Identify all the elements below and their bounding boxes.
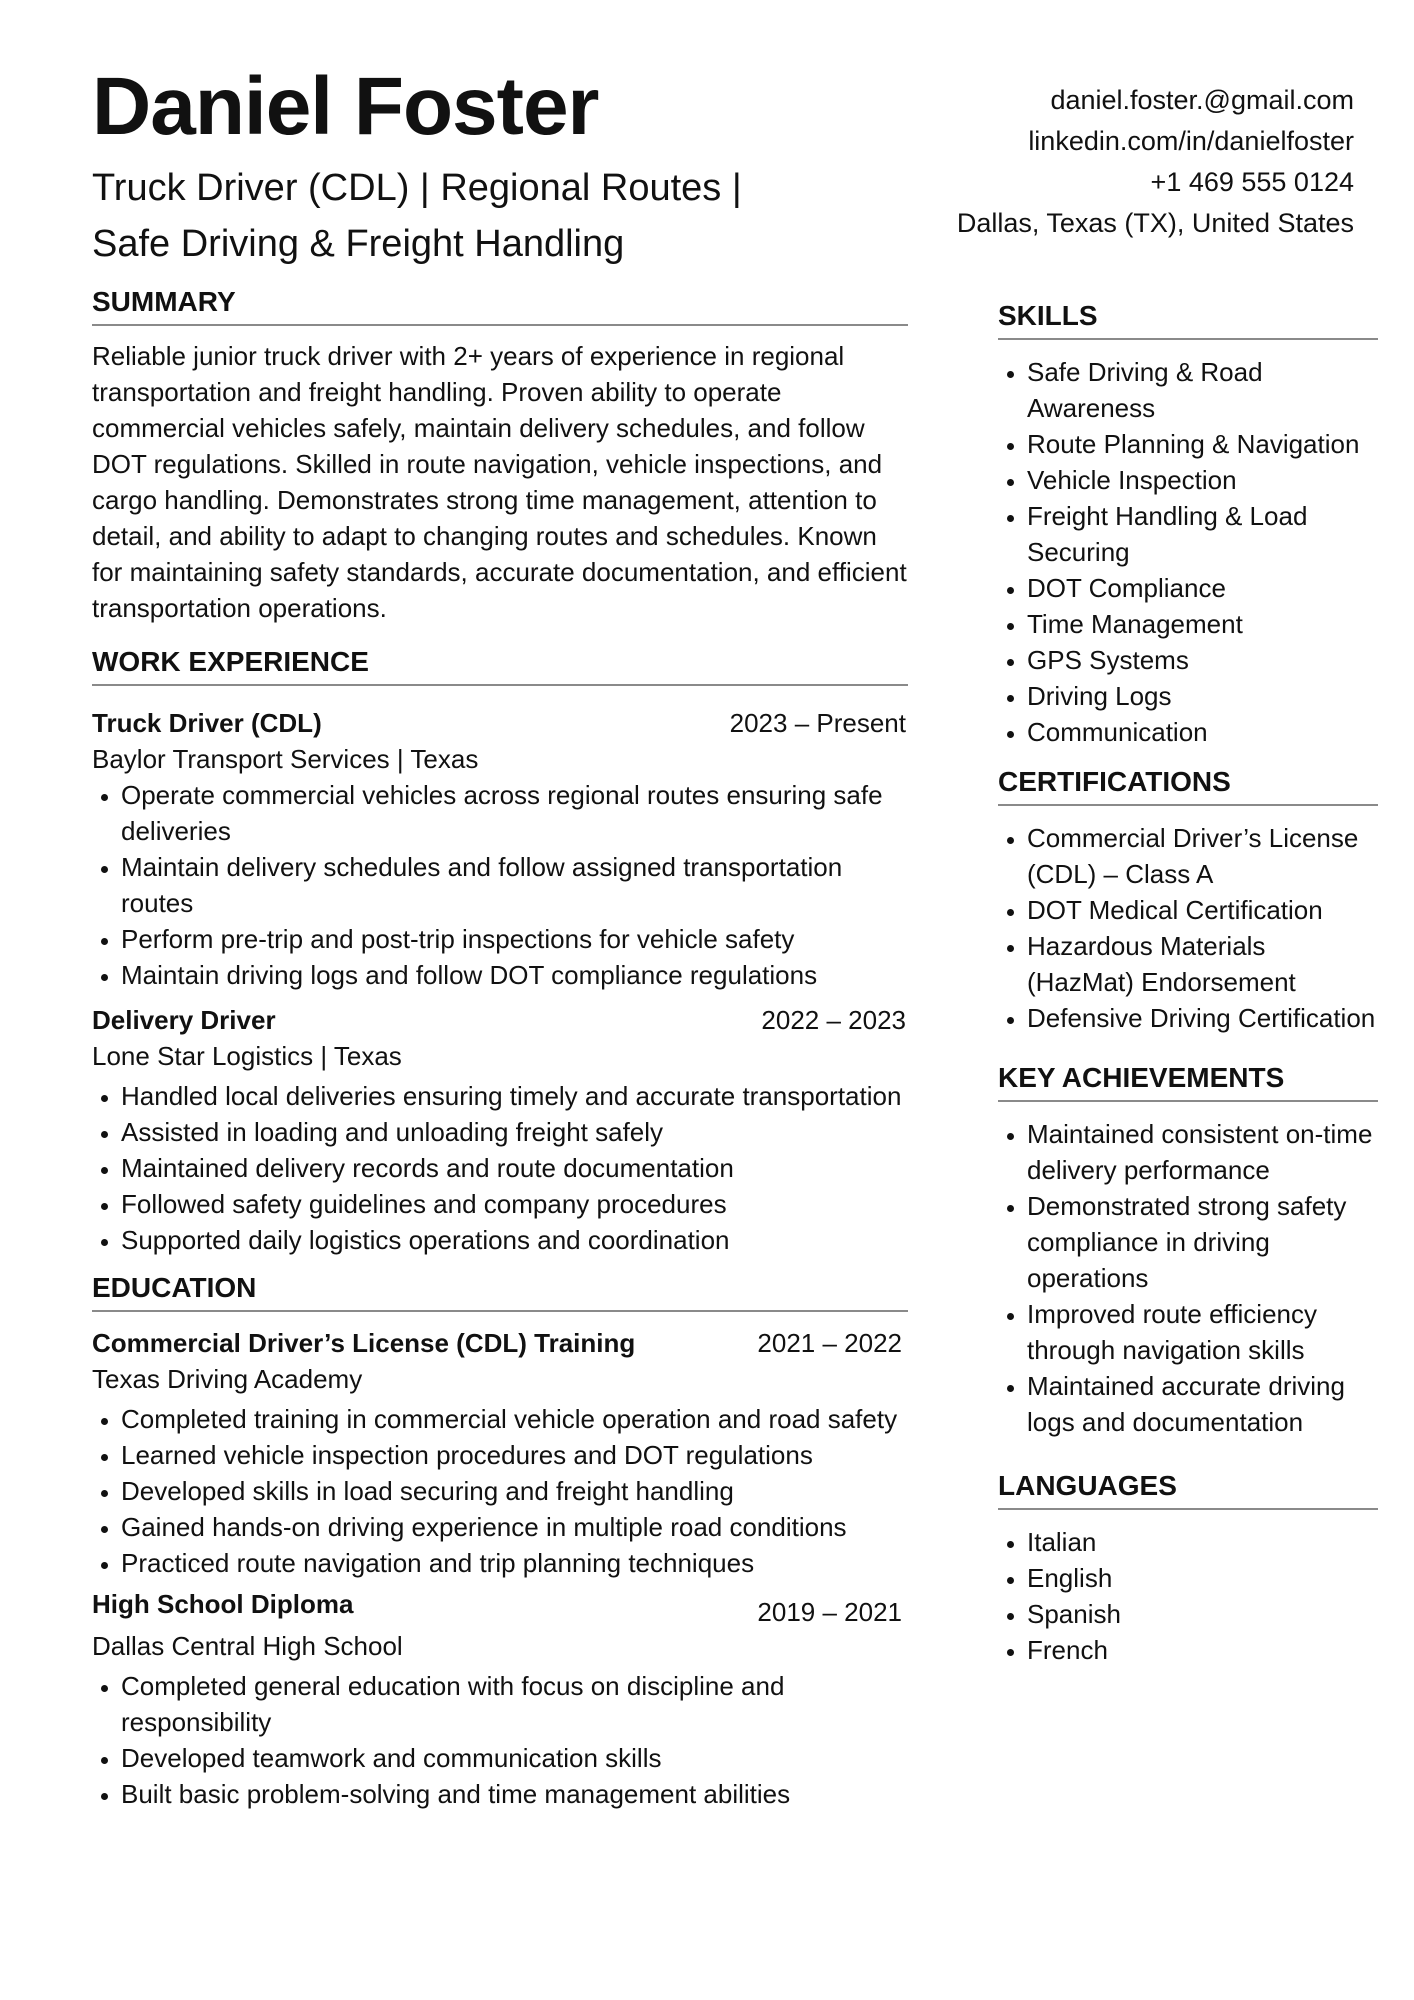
certifications-list xyxy=(998,820,1378,1036)
list-item: • Learned vehicle inspection procedures and DOT regulations xyxy=(121,1437,908,1473)
education-header xyxy=(92,1328,908,1359)
contact-location: Dallas, Texas (TX), United States xyxy=(956,208,1354,238)
list-item: • Practiced route navigation and trip planning techniques xyxy=(121,1545,908,1581)
list-item: • Improved route efficiency through navigation skills xyxy=(1027,1296,1378,1368)
list-item: • Spanish xyxy=(1027,1596,1378,1632)
list-item: • Freight Handling & Load Securing xyxy=(1027,498,1378,570)
sidebar-column xyxy=(998,300,1378,1668)
list-item: • Maintain delivery schedules and follow assigned transportation routes xyxy=(121,849,908,921)
skills-heading: SKILLS xyxy=(998,300,1378,340)
summary-text: Reliable junior truck driver with 2+ years of experience in regional transportation and freight handling. Proven ability to operate commercial vehicles safely, maintain delivery schedules, and follow DOT regulations. Skilled in route navigation, vehicle inspections, and cargo handling. Demonstrates strong time management, attention to detail, and ability to adapt to changing routes and schedules. Known for maintaining safety standards, accurate documentation, and efficient transportation operations. xyxy=(92,341,907,623)
education-school: Dallas Central High School xyxy=(92,1631,403,1661)
headline-line-1: Truck Driver (CDL) | Regional Routes | xyxy=(92,167,742,209)
list-item: • Italian xyxy=(1027,1524,1378,1560)
list-item: • Time Management xyxy=(1027,606,1378,642)
contact-block xyxy=(957,80,1354,244)
list-item: • French xyxy=(1027,1632,1378,1668)
list-item: • Communication xyxy=(1027,714,1378,750)
education-header xyxy=(92,1589,908,1628)
job-entry xyxy=(92,1005,908,1258)
list-item: • Operate commercial vehicles across regional routes ensuring safe deliveries xyxy=(121,777,908,849)
education-school: Texas Driving Academy xyxy=(92,1364,363,1394)
job-bullets xyxy=(92,1078,908,1258)
job-employer: Lone Star Logistics | Texas xyxy=(92,1041,402,1071)
skills-list xyxy=(998,354,1378,750)
list-item: • Developed teamwork and communication skills xyxy=(121,1740,908,1776)
list-item: • Maintain driving logs and follow DOT compliance regulations xyxy=(121,957,908,993)
list-item: • Commercial Driver’s License (CDL) – Class A xyxy=(1027,820,1378,892)
list-item: • Completed general education with focus on discipline and responsibility xyxy=(121,1668,908,1740)
experience-heading: WORK EXPERIENCE xyxy=(92,646,908,686)
job-dates: 2022 – 2023 xyxy=(761,1005,906,1035)
list-item: • Perform pre-trip and post-trip inspections for vehicle safety xyxy=(121,921,908,957)
certifications-heading: CERTIFICATIONS xyxy=(998,766,1378,806)
languages-section xyxy=(998,1470,1378,1668)
job-header xyxy=(92,1005,908,1036)
list-item: • Followed safety guidelines and company procedures xyxy=(121,1186,908,1222)
summary-section xyxy=(92,286,908,626)
list-item: • Vehicle Inspection xyxy=(1027,462,1378,498)
contact-phone: +1 469 555 0124 xyxy=(1150,167,1354,197)
education-bullets xyxy=(92,1401,908,1581)
education-dates: 2021 – 2022 xyxy=(757,1328,902,1358)
list-item: • Assisted in loading and unloading freight safely xyxy=(121,1114,908,1150)
list-item: • Safe Driving & Road Awareness xyxy=(1027,354,1378,426)
skills-section xyxy=(998,300,1378,750)
languages-heading: LANGUAGES xyxy=(998,1470,1378,1510)
list-item: • Completed training in commercial vehicle operation and road safety xyxy=(121,1401,908,1437)
main-column xyxy=(92,286,908,1812)
list-item: • English xyxy=(1027,1560,1378,1596)
languages-list xyxy=(998,1524,1378,1668)
job-title: Delivery Driver xyxy=(92,1005,276,1035)
job-employer: Baylor Transport Services | Texas xyxy=(92,744,479,774)
job-entry xyxy=(92,708,908,993)
education-entry xyxy=(92,1328,908,1581)
list-item: • Supported daily logistics operations and coordination xyxy=(121,1222,908,1258)
education-dates: 2019 – 2021 xyxy=(757,1597,902,1627)
list-item: • Developed skills in load securing and freight handling xyxy=(121,1473,908,1509)
headline xyxy=(92,160,852,272)
achievements-section xyxy=(998,1062,1378,1440)
education-section xyxy=(92,1272,908,1812)
education-title: High School Diploma xyxy=(92,1589,354,1619)
list-item: • Hazardous Materials (HazMat) Endorsement xyxy=(1027,928,1378,1000)
job-dates: 2023 – Present xyxy=(729,708,906,738)
achievements-list xyxy=(998,1116,1378,1440)
list-item: • Route Planning & Navigation xyxy=(1027,426,1378,462)
list-item: • DOT Compliance xyxy=(1027,570,1378,606)
list-item: • Driving Logs xyxy=(1027,678,1378,714)
list-item: • Defensive Driving Certification xyxy=(1027,1000,1378,1036)
certifications-section xyxy=(998,766,1378,1036)
experience-section xyxy=(92,646,908,1258)
education-title: Commercial Driver’s License (CDL) Training xyxy=(92,1328,636,1358)
list-item: • Demonstrated strong safety compliance in driving operations xyxy=(1027,1188,1378,1296)
list-item: • DOT Medical Certification xyxy=(1027,892,1378,928)
list-item: • Maintained accurate driving logs and documentation xyxy=(1027,1368,1378,1440)
list-item: • Maintained delivery records and route documentation xyxy=(121,1150,908,1186)
achievements-heading: KEY ACHIEVEMENTS xyxy=(998,1062,1378,1102)
headline-line-2: Safe Driving & Freight Handling xyxy=(92,223,625,265)
list-item: • GPS Systems xyxy=(1027,642,1378,678)
list-item: • Maintained consistent on-time delivery performance xyxy=(1027,1116,1378,1188)
job-header xyxy=(92,708,908,739)
contact-email[interactable]: daniel.foster.@gmail.com xyxy=(1050,85,1354,115)
candidate-name: Daniel Foster xyxy=(92,61,599,152)
summary-heading: SUMMARY xyxy=(92,286,908,326)
education-heading: EDUCATION xyxy=(92,1272,908,1312)
job-title: Truck Driver (CDL) xyxy=(92,708,322,738)
education-entry xyxy=(92,1589,908,1812)
list-item: • Built basic problem-solving and time management abilities xyxy=(121,1776,908,1812)
job-bullets xyxy=(92,777,908,993)
list-item: • Handled local deliveries ensuring timely and accurate transportation xyxy=(121,1078,908,1114)
education-bullets xyxy=(92,1668,908,1812)
list-item: • Gained hands-on driving experience in multiple road conditions xyxy=(121,1509,908,1545)
contact-linkedin[interactable]: linkedin.com/in/danielfoster xyxy=(1028,126,1354,156)
